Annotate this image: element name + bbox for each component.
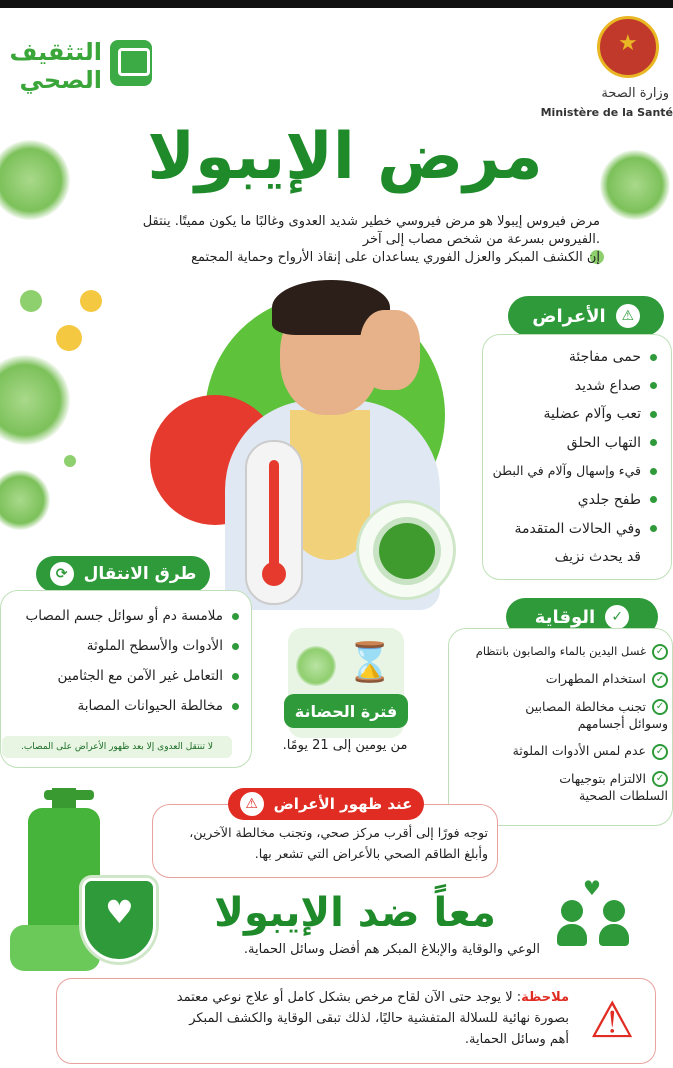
- symptom-text: تعب وآلام عضلية: [543, 406, 641, 423]
- together-title: معاً ضد الإيبولا: [214, 890, 496, 936]
- virus-icon: [356, 500, 456, 600]
- person-body: [599, 924, 629, 946]
- prevention-item: [454, 770, 668, 805]
- symptom-text: وفي الحالات المتقدمة: [514, 520, 641, 537]
- symptom-item-continuation: [487, 543, 657, 572]
- national-seal-icon: [597, 16, 659, 78]
- heart-icon: ♥: [583, 876, 601, 900]
- onset-text: [168, 822, 488, 864]
- thermometer-icon: [245, 440, 303, 605]
- bullet-dot: [232, 643, 239, 650]
- warning-triangle-icon: ⚠: [589, 991, 635, 1049]
- prevention-header-label: الوقاية: [534, 606, 596, 628]
- note-line: أهم وسائل الحماية.: [464, 1032, 569, 1047]
- refresh-arrows-icon: ⟳: [50, 562, 74, 586]
- symptom-item: [487, 515, 657, 544]
- symptom-text: صداع شديد: [574, 377, 641, 394]
- note-line: بصورة نهائية للسلالة المتفشية حاليًا، لذلك تبقى الوقاية والكشف المبكر: [189, 1011, 569, 1026]
- onset-line: وأبلغ الطاقم الصحي بالأعراض التي تشعر بها.: [254, 846, 488, 861]
- symptom-item: [487, 486, 657, 515]
- check-icon: ✓: [652, 744, 668, 760]
- transmission-list: [3, 601, 239, 721]
- warning-triangle-icon: ⚠: [616, 304, 640, 328]
- person-head: [561, 900, 583, 922]
- symptom-text: التهاب الحلق: [566, 434, 641, 451]
- decoration-dot: [56, 325, 82, 351]
- onset-header: [228, 788, 424, 820]
- bullet-dot: [650, 525, 657, 532]
- virus-icon: [296, 646, 336, 686]
- symptom-text: حمى مفاجئة: [568, 349, 641, 365]
- virus-decoration-icon: [600, 150, 670, 220]
- health-education-logo: [0, 30, 160, 100]
- intro-line: مرض فيروس إيبولا هو مرض فيروسي خطير شديد العدوى وغالبًا ما يكون مميتًا. ينتقل: [142, 214, 600, 229]
- incubation-header: [284, 694, 408, 728]
- bullet-dot: [232, 673, 239, 680]
- symptoms-header: [508, 296, 664, 336]
- prevention-text: استخدام المطهرات: [545, 671, 646, 686]
- bullet-dot: [650, 468, 657, 475]
- symptom-item: [487, 429, 657, 458]
- virus-decoration-icon: [0, 140, 70, 220]
- transmission-header-label: طرق الانتقال: [83, 564, 197, 584]
- incubation-header-label: فترة الحضانة: [294, 701, 398, 721]
- decoration-dot: [64, 455, 76, 467]
- brand-title-line1: التثقيف: [9, 38, 102, 66]
- check-icon: ✓: [652, 672, 668, 688]
- virus-decoration-icon: [0, 470, 50, 530]
- bullet-dot: [650, 411, 657, 418]
- intro-line: .الفيروس بسرعة من شخص مصاب إلى آخر: [362, 232, 600, 247]
- warning-triangle-icon: ⚠: [240, 792, 264, 816]
- shield-check-icon: ✓: [605, 605, 629, 629]
- note-line-text: : لا يوجد حتى الآن لقاح مرخص بشكل كامل أو علاج نوعي معتمد: [176, 990, 522, 1005]
- transmission-text: الأدوات والأسطح الملوثة: [86, 638, 223, 654]
- check-icon: ✓: [652, 699, 668, 715]
- transmission-text: التعامل غير الآمن مع الجثامين: [57, 668, 223, 684]
- prevention-text: الالتزام بتوجيهات السلطات الصحية: [559, 770, 668, 803]
- together-subtitle: الوعي والوقاية والإبلاغ المبكر هم أفضل وسائل الحماية.: [243, 942, 540, 957]
- note-box: [56, 978, 656, 1064]
- brand-title-line2: الصحي: [19, 66, 102, 94]
- bullet-dot: [232, 703, 239, 710]
- hourglass-icon: ⌛: [346, 640, 394, 684]
- symptoms-header-label: الأعراض: [532, 305, 606, 327]
- brand-badge-icon: [110, 40, 152, 86]
- prevention-item: [454, 742, 668, 760]
- person-body: [557, 924, 587, 946]
- symptom-item: [487, 372, 657, 401]
- ministry-name-ar: وزارة الصحة: [601, 86, 669, 101]
- prevention-text: تجنب مخالطة المصابين وسوائل أجسامهم: [525, 698, 668, 731]
- transmission-item: [3, 661, 239, 691]
- transmission-item: [3, 601, 239, 631]
- bullet-dot: [650, 354, 657, 361]
- symptom-text: قد يحدث نزيف: [554, 549, 641, 566]
- transmission-header: [36, 556, 210, 592]
- onset-header-label: عند ظهور الأعراض: [273, 795, 413, 813]
- transmission-text: مخالطة الحيوانات المصابة: [77, 698, 223, 714]
- community-people-icon: [555, 876, 631, 950]
- intro-line: إن الكشف المبكر والعزل الفوري يساعدان على إنقاذ الأرواح وحماية المجتمع: [191, 250, 600, 265]
- onset-line: توجه فورًا إلى أقرب مركز صحي، وتجنب مخالطة الآخرين،: [189, 825, 488, 840]
- ministry-name-fr: Ministère de la Santé: [540, 106, 673, 119]
- check-icon: ✓: [652, 644, 668, 660]
- prevention-item: [454, 670, 668, 688]
- prevention-text: عدم لمس الأدوات الملوثة: [512, 743, 646, 758]
- symptom-item: [487, 343, 657, 372]
- incubation-text: من يومين إلى 21 يومًا.: [282, 738, 408, 753]
- note-text: [69, 987, 569, 1050]
- health-shield-icon: [82, 878, 156, 962]
- note-line: [69, 987, 569, 1008]
- hand: [360, 310, 420, 390]
- virus-decoration-icon: [0, 355, 70, 445]
- ministry-block: [540, 14, 673, 124]
- transmission-note: لا تنتقل العدوى إلا بعد ظهور الأعراض على المصاب.: [2, 736, 232, 758]
- bullet-dot: [232, 613, 239, 620]
- note-label: ملاحظة: [521, 990, 569, 1005]
- page-title: مرض الإيبولا: [147, 120, 543, 194]
- person-head: [603, 900, 625, 922]
- bullet-dot: [650, 496, 657, 503]
- intro-paragraph: [70, 213, 600, 267]
- decoration-dot: [20, 290, 42, 312]
- symptoms-list: [487, 343, 657, 572]
- prevention-text: غسل اليدين بالماء والصابون بانتظام: [475, 644, 646, 658]
- symptom-text: طفح جلدي: [577, 491, 641, 508]
- transmission-text: ملامسة دم أو سوائل جسم المصاب: [25, 608, 223, 624]
- prevention-item: [454, 643, 668, 660]
- bullet-dot: [650, 382, 657, 389]
- transmission-item: [3, 631, 239, 661]
- symptoms-card: [482, 334, 672, 580]
- transmission-item: [3, 691, 239, 721]
- symptom-text: قيء وإسهال وآلام في البطن: [492, 463, 641, 479]
- prevention-card: [448, 628, 673, 826]
- prevention-list: [454, 643, 668, 804]
- check-icon: ✓: [652, 771, 668, 787]
- prevention-item: [454, 698, 668, 733]
- decoration-dot: [80, 290, 102, 312]
- bullet-dot: [650, 439, 657, 446]
- symptom-item: [487, 457, 657, 486]
- symptom-item: [487, 400, 657, 429]
- top-border: [0, 0, 673, 8]
